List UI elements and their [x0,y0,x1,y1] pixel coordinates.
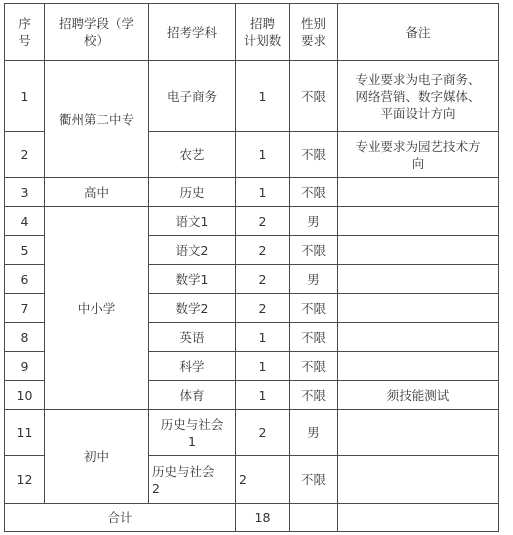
table-row [5,61,499,132]
quota-cell: 1 [236,178,290,207]
table-row [5,207,499,236]
header-row [5,4,499,61]
seq-cell: 1 [5,61,45,132]
seq-cell: 5 [5,236,45,265]
gender-cell: 男 [290,265,338,294]
stage-cell-zhongxiaoxue: 中小学 [45,207,149,410]
seq-cell: 11 [5,410,45,456]
subject-cell: 农艺 [149,132,236,178]
total-label: 合计 [5,504,236,532]
gender-cell: 不限 [290,61,338,132]
total-gender-empty [290,504,338,532]
subject-cell: 体育 [149,381,236,410]
gender-cell: 不限 [290,323,338,352]
gender-cell: 男 [290,410,338,456]
subject-cell: 历史与社会 1 [149,410,236,456]
stage-cell-hengzhou: 衢州第二中专 [45,61,149,178]
quota-cell: 1 [236,352,290,381]
gender-cell: 不限 [290,236,338,265]
seq-cell: 8 [5,323,45,352]
total-remark-empty [338,504,499,532]
quota-cell: 2 [236,456,290,504]
remark-cell [338,456,499,504]
gender-cell: 不限 [290,456,338,504]
seq-cell: 2 [5,132,45,178]
remark-cell [338,236,499,265]
quota-cell: 2 [236,410,290,456]
subject-cell: 数学1 [149,265,236,294]
header-subject: 招考学科 [149,4,236,61]
quota-cell: 2 [236,265,290,294]
seq-cell: 4 [5,207,45,236]
header-gender: 性别 要求 [290,4,338,61]
seq-cell: 6 [5,265,45,294]
total-quota: 18 [236,504,290,532]
table-row [5,410,499,456]
header-seq: 序 号 [5,4,45,61]
quota-cell: 2 [236,236,290,265]
subject-cell: 历史 [149,178,236,207]
header-stage: 招聘学段（学 校） [45,4,149,61]
seq-cell: 10 [5,381,45,410]
quota-cell: 1 [236,61,290,132]
remark-cell [338,265,499,294]
subject-cell: 历史与社会 2 [149,456,236,504]
quota-cell: 2 [236,294,290,323]
header-remarks: 备注 [338,4,499,61]
subject-cell: 语文1 [149,207,236,236]
subject-cell: 数学2 [149,294,236,323]
remark-cell [338,410,499,456]
subject-cell: 语文2 [149,236,236,265]
seq-cell: 9 [5,352,45,381]
remark-cell: 专业要求为园艺技术方 向 [338,132,499,178]
remark-cell [338,207,499,236]
subject-cell: 英语 [149,323,236,352]
gender-cell: 不限 [290,381,338,410]
quota-cell: 1 [236,132,290,178]
gender-cell: 不限 [290,294,338,323]
subject-cell: 电子商务 [149,61,236,132]
remark-cell [338,178,499,207]
remark-cell [338,294,499,323]
quota-cell: 2 [236,207,290,236]
seq-cell: 7 [5,294,45,323]
gender-cell: 不限 [290,352,338,381]
table-row [5,178,499,207]
remark-cell [338,352,499,381]
remark-cell: 专业要求为电子商务、 网络营销、数字媒体、 平面设计方向 [338,61,499,132]
header-quota: 招聘 计划数 [236,4,290,61]
remark-cell: 须技能测试 [338,381,499,410]
gender-cell: 不限 [290,178,338,207]
quota-cell: 1 [236,381,290,410]
remark-cell [338,323,499,352]
quota-cell: 1 [236,323,290,352]
subject-cell: 科学 [149,352,236,381]
seq-cell: 3 [5,178,45,207]
gender-cell: 男 [290,207,338,236]
total-row [5,504,499,532]
stage-cell-gaozhong: 高中 [45,178,149,207]
stage-cell-chuzhong: 初中 [45,410,149,504]
gender-cell: 不限 [290,132,338,178]
recruitment-table [4,3,499,532]
seq-cell: 12 [5,456,45,504]
